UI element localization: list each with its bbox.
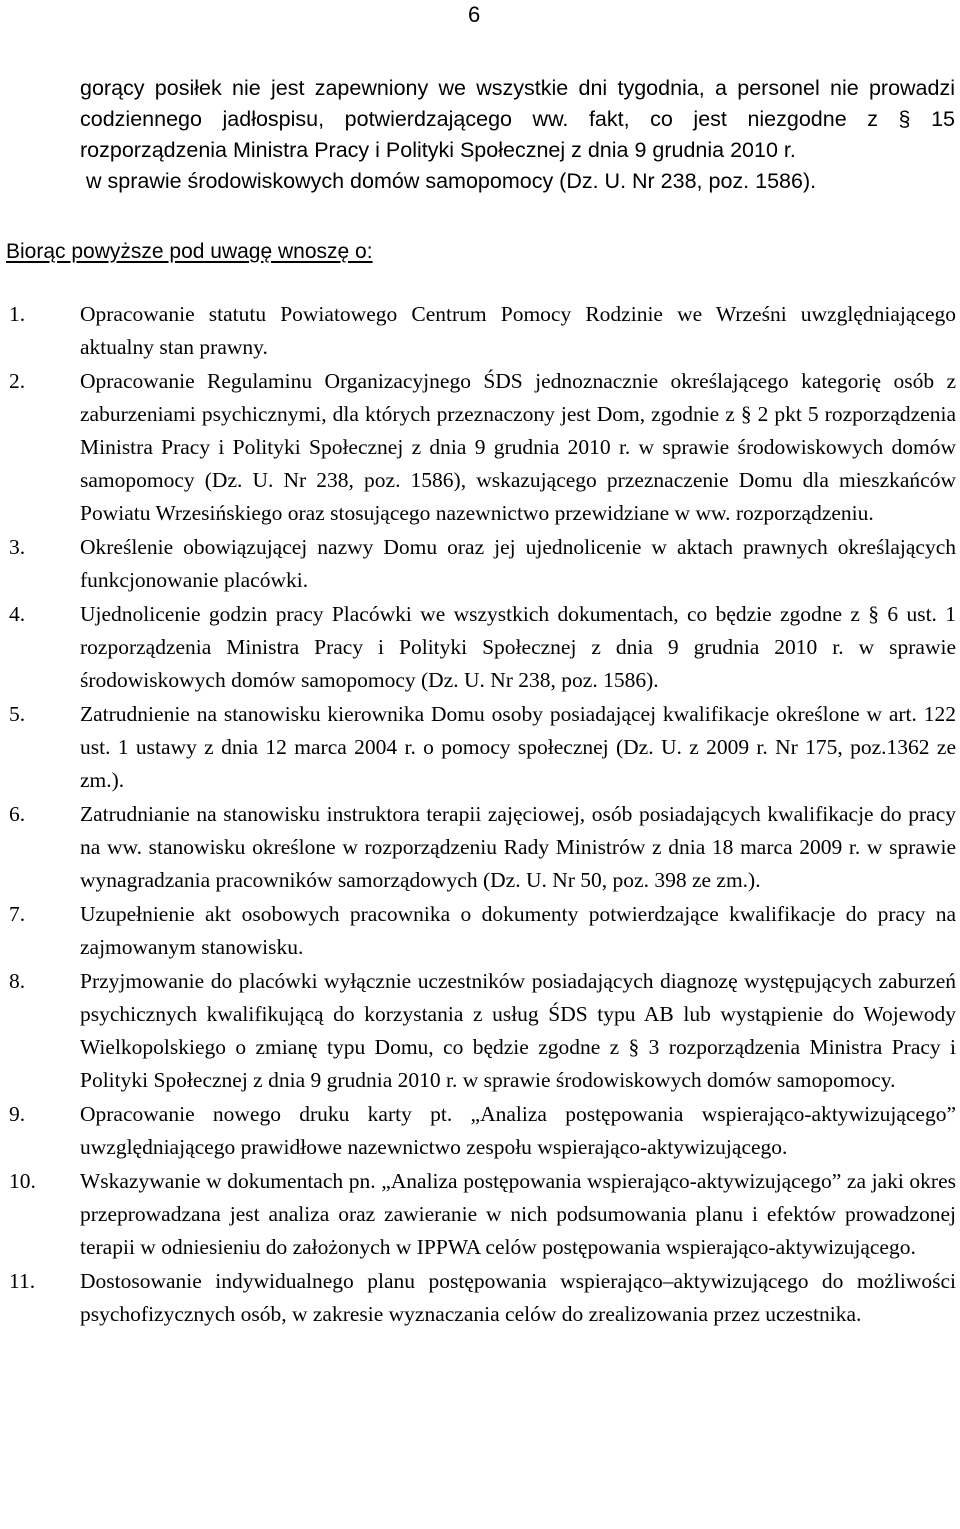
list-item <box>6 365 956 530</box>
item-number: 8. <box>9 969 26 993</box>
item-number: 10. <box>9 1169 36 1193</box>
item-number: 5. <box>9 702 26 726</box>
list-item <box>6 1165 956 1264</box>
item-number: 7. <box>9 902 26 926</box>
page-number: 6 <box>468 2 481 27</box>
item-number: 9. <box>9 1102 26 1126</box>
item-text: Uzupełnienie akt osobowych pracownika o dokumenty potwierdzające kwalifikacje do pracy na zajmowanym stanowisku. <box>80 902 956 959</box>
item-text: Ujednolicenie godzin pracy Placówki we wszystkich dokumentach, co będzie zgodne z § 6 ust. 1 rozporządzenia Ministra Pracy i Polityki Społecznej z dnia 9 grudnia 2010 r. w sprawie środowiskowych domów samopomocy (Dz. U. Nr 238, poz. 1586). <box>80 602 956 692</box>
item-text: Opracowanie nowego druku karty pt. „Analiza postępowania wspierająco-aktywizującego” uwzględniającego prawidłowe nazewnictwo zespołu wspierająco-aktywizującego. <box>80 1102 956 1159</box>
list-item <box>6 1265 956 1331</box>
list-item <box>6 698 956 797</box>
item-number: 3. <box>9 535 26 559</box>
list-item <box>6 798 956 897</box>
list-item <box>6 298 956 364</box>
item-text: Określenie obowiązującej nazwy Domu oraz jej ujednolicenie w aktach prawnych określających funkcjonowanie placówki. <box>80 535 956 592</box>
item-number: 2. <box>9 369 26 393</box>
item-text: Zatrudnienie na stanowisku kierownika Domu osoby posiadającej kwalifikacje określone w art. 122 ust. 1 ustawy z dnia 12 marca 2004 r. o pomocy społecznej (Dz. U. z 2009 r. Nr 175, poz.1362 ze zm.). <box>80 702 956 792</box>
list-item <box>6 598 956 697</box>
item-text: Wskazywanie w dokumentach pn. „Analiza postępowania wspierająco-aktywizującego” za jaki okres przeprowadzana jest analiza oraz zawieranie w nich podsumowania planu i efektów prowadzonej terapii w odniesieniu do założonych w IPPWA celów postępowania wspierająco-aktywizującego. <box>80 1169 956 1259</box>
item-number: 11. <box>9 1269 36 1293</box>
list-item <box>6 965 956 1097</box>
list-item <box>6 531 956 597</box>
recommendations-list <box>6 298 956 1332</box>
item-text: Opracowanie Regulaminu Organizacyjnego ŚDS jednoznacznie określającego kategorię osób z zaburzeniami psychicznymi, dla których przeznaczony jest Dom, zgodnie z § 2 pkt 5 rozporządzenia Ministra Pracy i Polityki Społecznej z dnia 9 grudnia 2010 r. w sprawie środowiskowych domów samopomocy (Dz. U. Nr 238, poz. 1586), wskazującego przeznaczenie Domu dla mieszkańców Powiatu Wrzesińskiego oraz stosującego nazewnictwo przewidziane w ww. rozporządzeniu. <box>80 369 956 525</box>
intro-text: gorący posiłek nie jest zapewniony we wszystkie dni tygodnia, a personel nie prowadzi codziennego jadłospisu, potwierdzającego ww. fakt, co jest niezgodne z § 15 rozporządzenia Ministra Pracy i Polityki Społecznej z dnia 9 grudnia 2010 r. <box>80 76 955 162</box>
item-text: Opracowanie statutu Powiatowego Centrum Pomocy Rodzinie we Wrześni uwzględniającego aktualny stan prawny. <box>80 302 956 359</box>
item-text: Dostosowanie indywidualnego planu postępowania wspierająco–aktywizującego do możliwości psychofizycznych osób, w zakresie wyznaczania celów do zrealizowania przez uczestnika. <box>80 1269 956 1326</box>
item-number: 4. <box>9 602 26 626</box>
item-number: 6. <box>9 802 26 826</box>
intro-paragraph <box>80 73 955 197</box>
list-item <box>6 898 956 964</box>
item-number: 1. <box>9 302 26 326</box>
item-text: Zatrudnianie na stanowisku instruktora terapii zajęciowej, osób posiadających kwalifikacje do pracy na ww. stanowisku określone w rozporządzeniu Rady Ministrów z dnia 18 marca 2009 r. w sprawie wynagradzania pracowników samorządowych (Dz. U. Nr 50, poz. 398 ze zm.). <box>80 802 956 892</box>
section-heading: Biorąc powyższe pod uwagę wnoszę o: <box>6 240 373 263</box>
list-item <box>6 1098 956 1164</box>
item-text: Przyjmowanie do placówki wyłącznie uczestników posiadających diagnozę występujących zaburzeń psychicznych kwalifikującą do korzystania z usług ŚDS typu AB lub wystąpienie do Wojewody Wielkopolskiego o zmianę typu Domu, co będzie zgodne z § 3 rozporządzenia Ministra Pracy i Polityki Społecznej z dnia 9 grudnia 2010 r. w sprawie środowiskowych domów samopomocy. <box>80 969 956 1092</box>
intro-last-line: w sprawie środowiskowych domów samopomocy (Dz. U. Nr 238, poz. 1586). <box>86 169 817 193</box>
